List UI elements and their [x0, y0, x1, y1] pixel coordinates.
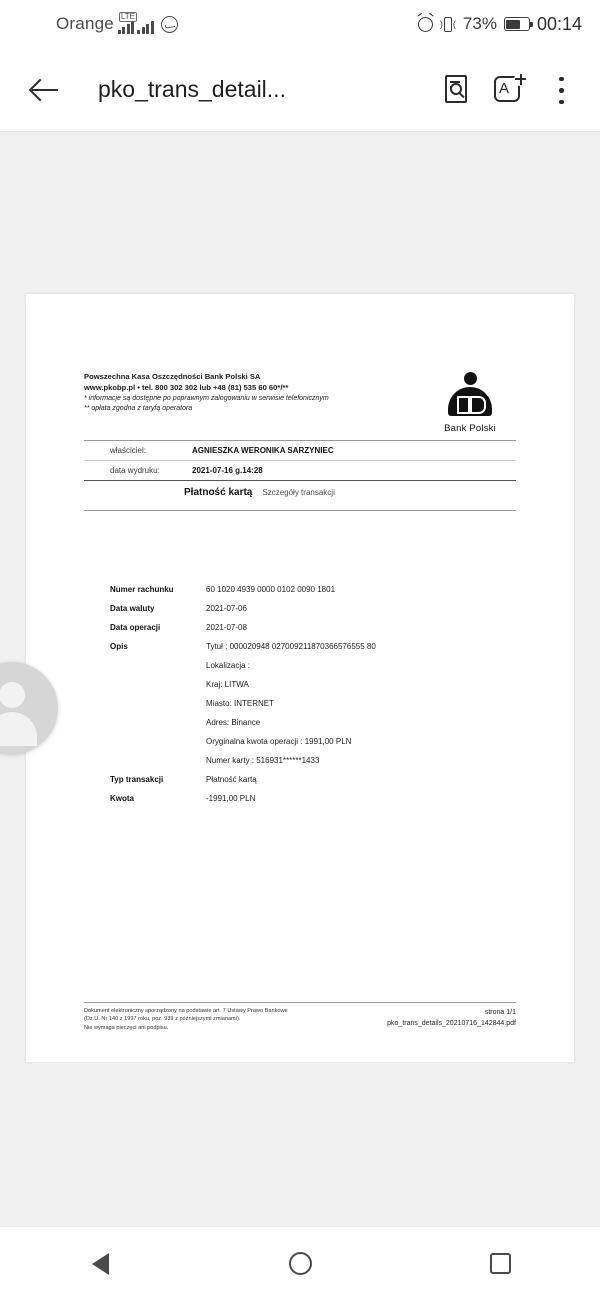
bank-logo [424, 372, 516, 434]
field-value: 2021-07-08 [206, 623, 247, 632]
field-label: Data waluty [110, 604, 155, 613]
alarm-icon [418, 17, 433, 32]
bank-name: Powszechna Kasa Oszczędności Bank Polski SA [84, 372, 261, 381]
section-divider [84, 510, 516, 511]
document-header [84, 372, 516, 434]
field-label: Numer rachunku [110, 585, 174, 594]
footer-meta [387, 1007, 516, 1029]
file-name-label: pko_trans_details_20210716_142844.pdf [387, 1020, 516, 1028]
app-bar [0, 48, 600, 132]
field-label: Kwota [110, 794, 134, 803]
pko-logo-icon [444, 372, 496, 418]
description-line: Kraj: LITWA [206, 680, 249, 689]
meta-value-printdate: 2021-07-16 g.14:28 [192, 466, 263, 475]
field-label: Typ transakcji [110, 775, 164, 784]
field-value: -1991,00 PLN [206, 794, 256, 803]
field-value: 60 1020 4939 0000 0102 0090 1801 [206, 585, 336, 594]
transaction-fields [84, 585, 516, 803]
section-title: Płatność kartą [184, 487, 253, 498]
meta-label-owner: właściciel: [110, 446, 147, 455]
document-footer [84, 996, 516, 1032]
meta-label-printdate: data wydruku: [110, 466, 160, 475]
footer-legal-line: (Dz.U. Nr 140 z 1997 roku, poz. 939 z późniejszymi zmianami). [84, 1016, 241, 1023]
nav-back-icon[interactable] [68, 1240, 132, 1288]
lte-label: LTE [120, 12, 135, 21]
meta-row-owner [84, 441, 516, 460]
field-label: Opis [110, 642, 128, 651]
bank-logo-label: Bank Polski [444, 423, 496, 434]
field-label: Data operacji [110, 623, 161, 632]
overflow-menu-icon[interactable] [540, 69, 582, 111]
page-title: pko_trans_detail... [98, 76, 286, 102]
field-value: 2021-07-06 [206, 604, 247, 613]
avatar-head-icon [0, 682, 25, 708]
section-title-row [84, 481, 516, 504]
description-details [206, 661, 516, 765]
status-bar-left [56, 14, 178, 34]
status-bar [0, 0, 600, 48]
status-bar-right [418, 14, 582, 35]
battery-percent-label: 73% [462, 14, 497, 33]
description-line: Numer karty : 516931******1433 [206, 756, 320, 765]
meta-value-owner: AGNIESZKA WERONIKA SARZYNIEC [192, 446, 334, 455]
field-value: Płatność kartą [206, 775, 257, 784]
pdf-page[interactable] [26, 294, 574, 1062]
footer-divider [84, 1002, 516, 1003]
description-line: Lokalizacja : [206, 661, 251, 670]
back-arrow-icon[interactable] [28, 73, 62, 107]
field-value: Tytuł : 000020948 027009211870366576555 80 [206, 642, 376, 651]
bank-contact-block [84, 372, 329, 413]
field-description [110, 642, 516, 651]
carrier-label: Orange [56, 14, 114, 33]
nav-recents-icon[interactable] [468, 1240, 532, 1288]
system-navigation-bar [0, 1226, 600, 1300]
bank-note-2: ** opłata zgodna z taryfą operatora [84, 404, 193, 412]
message-icon [161, 16, 178, 33]
section-subtitle: Szczegóły transakcji [262, 488, 335, 497]
page-number-label: strona 1/1 [484, 1008, 516, 1016]
signal-bars-icon [118, 14, 154, 34]
clock-label: 00:14 [536, 13, 582, 34]
field-transaction-type [110, 775, 516, 784]
battery-icon [504, 17, 530, 31]
bank-contact: www.pkobp.pl • tel. 800 302 302 lub +48 (81) 535 60 60*/** [84, 382, 289, 392]
field-value-date [110, 604, 516, 613]
field-operation-date [110, 623, 516, 632]
field-account-number [110, 585, 516, 594]
footer-legal-line: Nie wymaga pieczęci ani podpisu. [84, 1024, 169, 1031]
footer-legal-line: Dokument elektroniczny sporządzony na podstawie art. 7 Ustawy Prawo Bankowe [84, 1007, 288, 1014]
vibrate-icon: ) ( [440, 17, 456, 32]
footer-legal-text [84, 1007, 288, 1032]
pdf-viewer[interactable] [0, 132, 600, 1226]
field-amount [110, 794, 516, 803]
avatar-body-icon [0, 712, 37, 746]
description-line: Miasto: INTERNET [206, 699, 275, 708]
nav-home-icon[interactable] [268, 1240, 332, 1288]
description-line: Oryginalna kwota operacji : 1991,00 PLN [206, 737, 352, 746]
add-annotation-icon[interactable] [488, 69, 530, 111]
bank-note-1: * informacje są dostępne po poprawnym zalogowaniu w serwisie telefonicznym [84, 394, 329, 402]
description-line: Adres: Binance [206, 718, 261, 727]
search-document-icon[interactable] [436, 69, 478, 111]
meta-row-printdate [84, 461, 516, 480]
